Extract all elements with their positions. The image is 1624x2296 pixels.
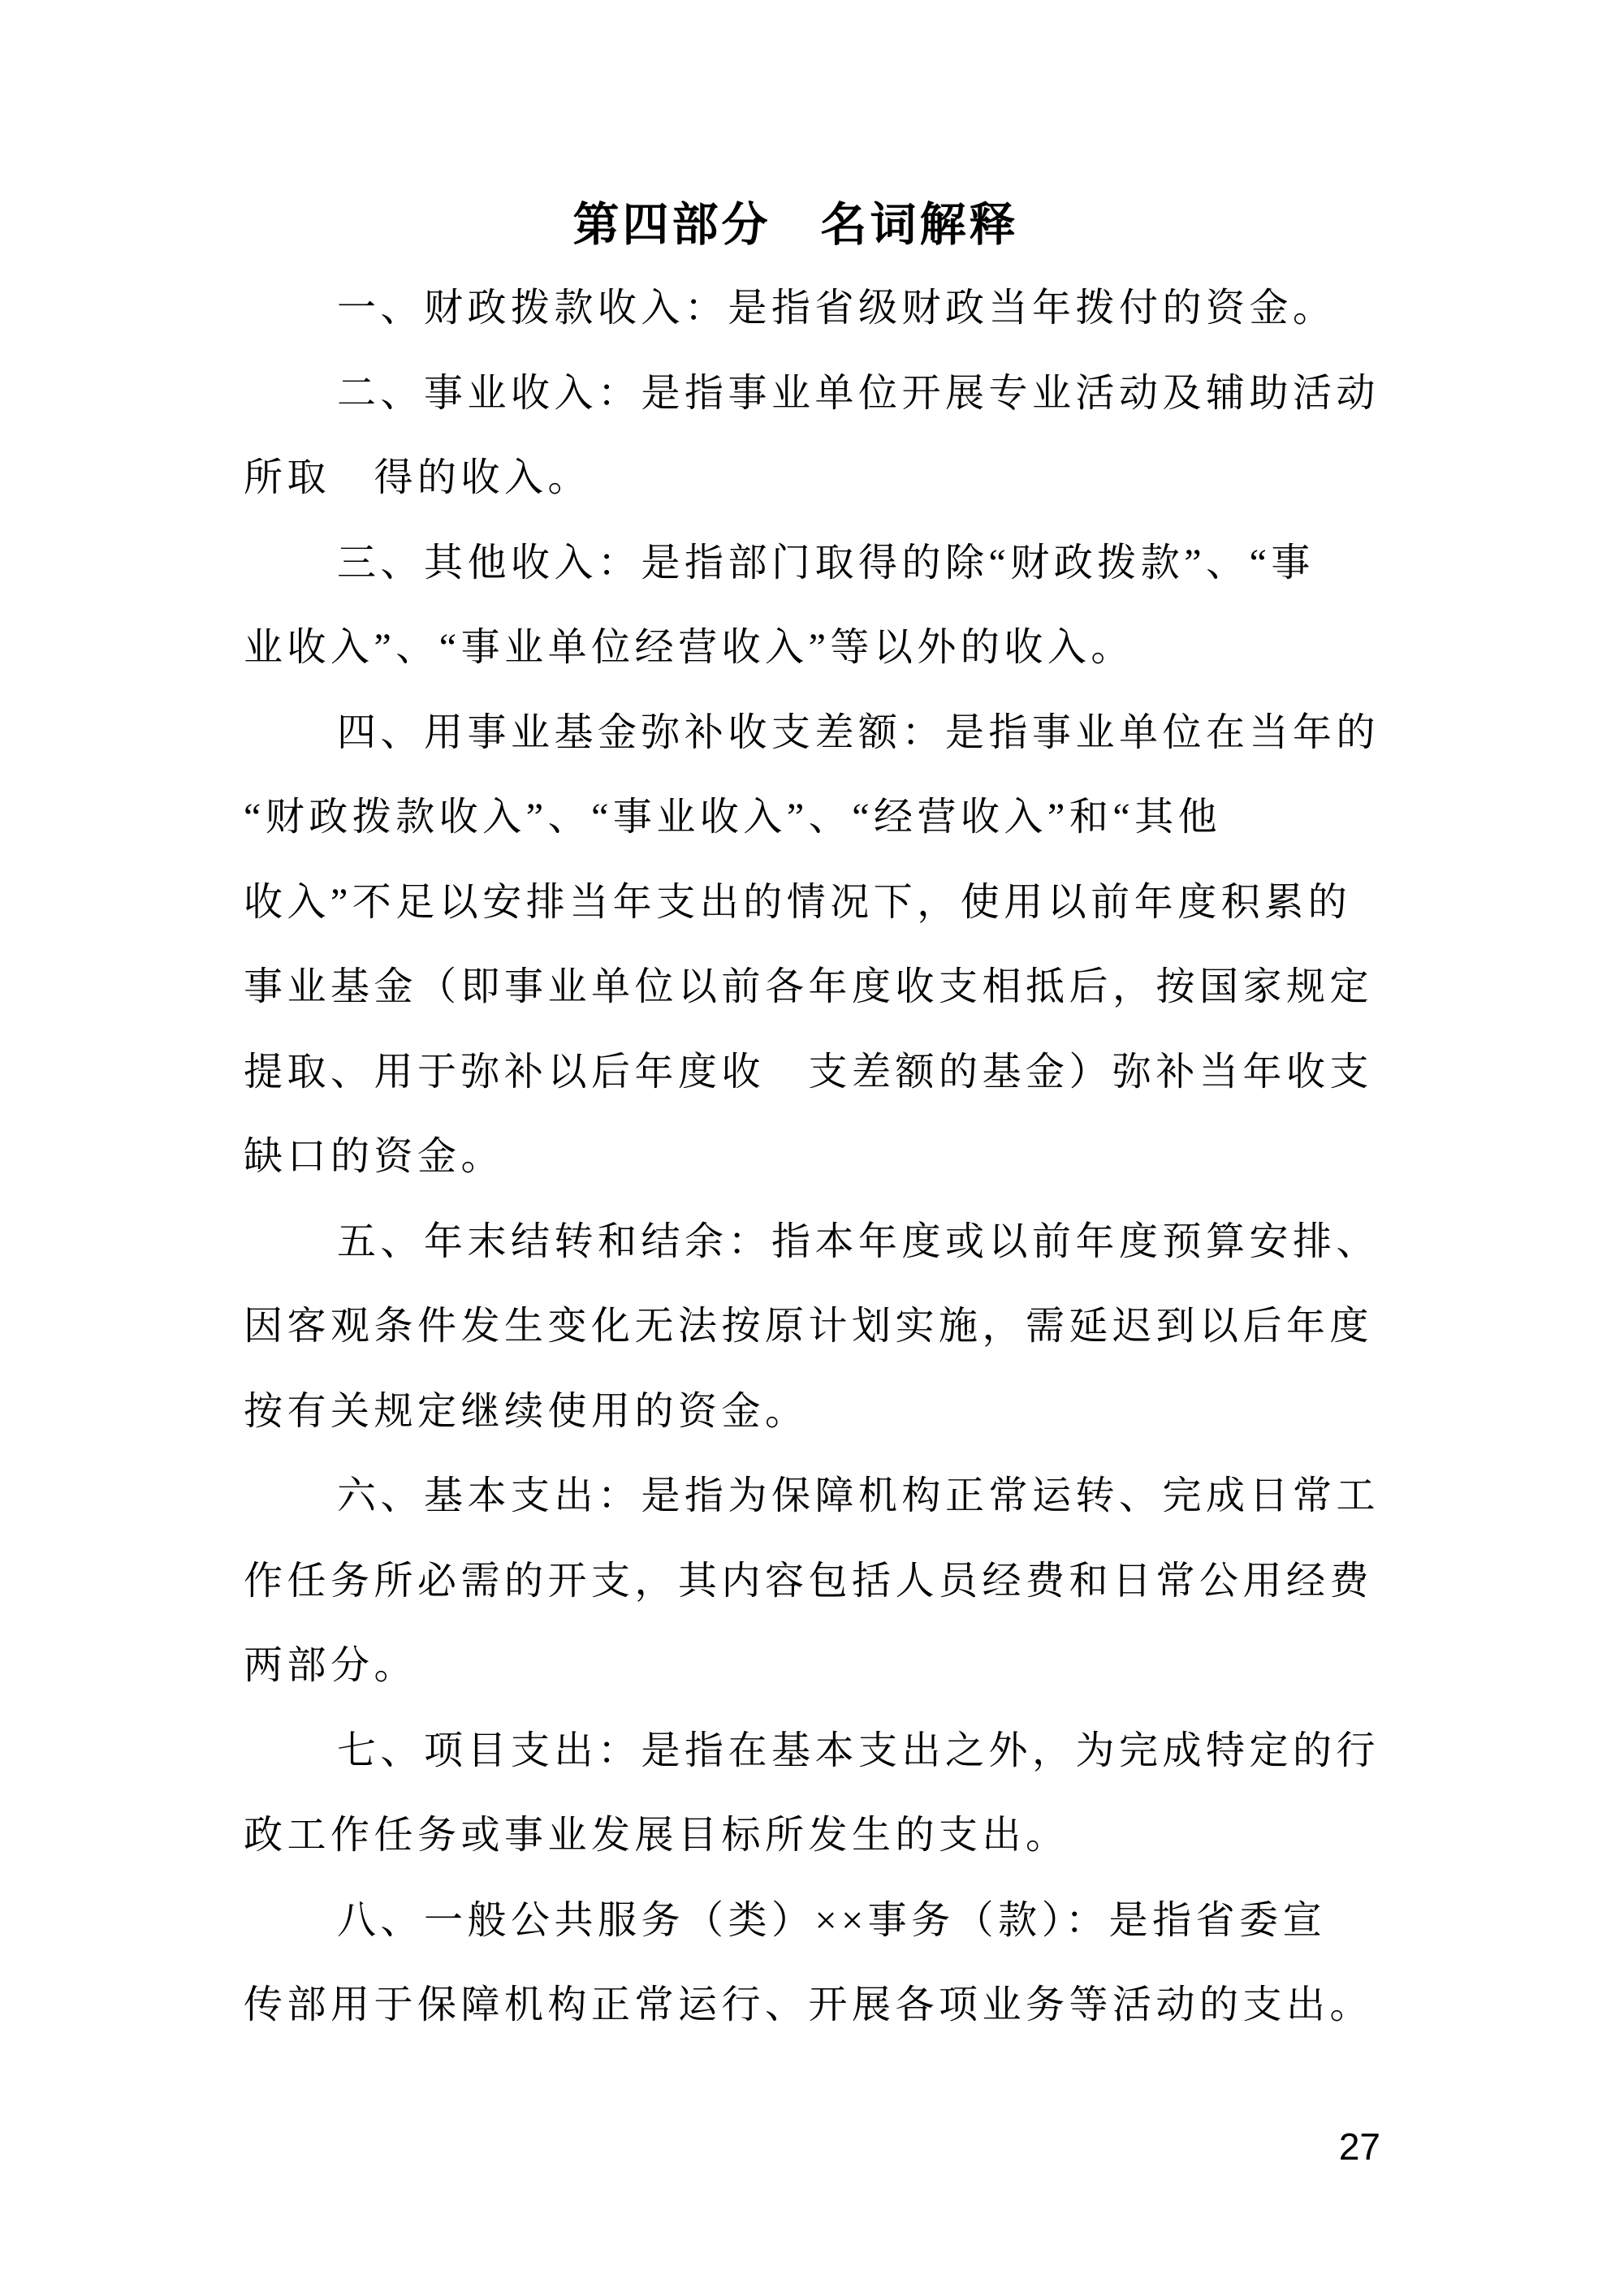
body-line: 事业基金（即事业单位以前各年度收支相抵后，按国家规定: [244, 965, 1374, 1008]
body-line: 六、基本支出：是指为保障机构正常运转、完成日常工: [337, 1474, 1380, 1517]
body-line: 政工作任务或事业发展目标所发生的支出。: [244, 1814, 1069, 1857]
body-line: 四、用事业基金弥补收支差额：是指事业单位在当年的: [337, 710, 1380, 754]
body-line: 五、年末结转和结余：指本年度或以前年度预算安排、: [337, 1219, 1380, 1263]
body-line: “财政拨款收入”、“事业收入”、“经营收入”和“其他: [244, 796, 1222, 839]
page-number: 27: [1338, 2126, 1380, 2168]
body-line: 三、其他收入：是指部门取得的除“财政拨款”、“事: [337, 541, 1315, 585]
page-title: 第四部分 名词解释: [572, 199, 1019, 251]
body-line: 二、事业收入：是指事业单位开展专业活动及辅助活动: [337, 371, 1380, 415]
document-body: [244, 266, 1380, 2048]
body-line: 一、财政拨款收入：是指省级财政当年拨付的资金。: [337, 287, 1337, 330]
body-line: 两部分。: [244, 1644, 418, 1687]
body-line: 所取 得的收入。: [244, 456, 592, 499]
body-line: 收入”不足以安排当年支出的情况下，使用以前年度积累的: [244, 880, 1352, 924]
body-line: 按有关规定继续使用的资金。: [244, 1389, 809, 1433]
body-line: 传部用于保障机构正常运行、开展各项业务等活动的支出。: [244, 1983, 1374, 2026]
body-line: 提取、用于弥补以后年度收 支差额的基金）弥补当年收支: [244, 1050, 1374, 1094]
body-line: 因客观条件发生变化无法按原计划实施，需延迟到以后年度: [244, 1305, 1374, 1348]
body-line: 缺口的资金。: [244, 1135, 505, 1178]
body-line: 八、一般公共服务（类）××事务（款）：是指省委宣: [337, 1898, 1327, 1942]
body-line: 业收入”、“事业单位经营收入”等以外的收入。: [244, 626, 1134, 669]
body-line: 作任务所必需的开支，其内容包括人员经费和日常公用经费: [244, 1559, 1374, 1603]
body-line: 七、项目支出：是指在基本支出之外，为完成特定的行: [337, 1728, 1380, 1772]
